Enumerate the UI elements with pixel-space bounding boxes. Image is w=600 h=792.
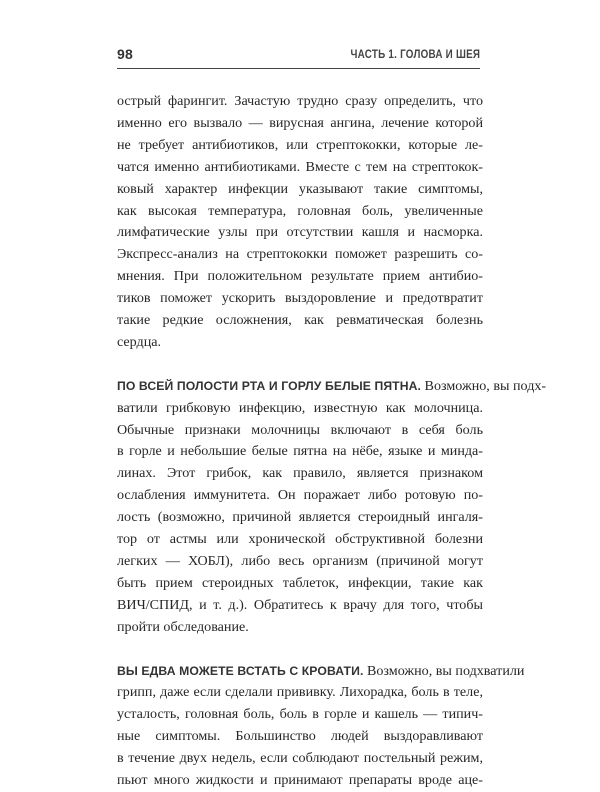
text-line: такие редкие осложнения, как ревматическая болезнь <box>117 312 483 329</box>
text-line: ные симптомы. Большинство людей выздоравливают <box>117 728 483 745</box>
text-line <box>117 661 525 683</box>
text-line: пьют много жидкости и принимают препараты вроде аце- <box>117 772 483 789</box>
paragraph-white-spots <box>117 376 547 639</box>
text-line: ВИЧ/СПИД, и т. д.). Обратитесь к врачу для того, чтобы <box>117 596 483 613</box>
text-line: в горле и небольшие белые пятна на нёбе, языке и минда- <box>117 443 483 460</box>
page-number: 98 <box>117 46 133 62</box>
text-line: чатся именно антибиотиками. Вместе с тем на стрептокок- <box>117 158 483 175</box>
text-line: легких — ХОБЛ), либо весь организм (причиной могут <box>117 553 483 570</box>
text-line: ковый характер инфекции указывают такие симптомы, <box>117 180 483 197</box>
body-text <box>117 91 547 792</box>
text-line: как высокая температура, головная боль, увеличенные <box>117 202 483 219</box>
text-line: усталость, головная боль, боль в горле и кашель — типич- <box>117 706 483 723</box>
header-rule <box>117 68 480 69</box>
lead-line-text: Возможно, вы подхватили <box>363 662 525 679</box>
paragraph-flu <box>117 661 525 792</box>
running-head: ЧАСТЬ 1. ГОЛОВА И ШЕЯ <box>350 47 480 61</box>
section-lead: ПО ВСЕЙ ПОЛОСТИ РТА И ГОРЛУ БЕЛЫЕ ПЯТНА. <box>117 378 422 393</box>
text-line: Обычные признаки молочницы включают в себя боль <box>117 421 483 438</box>
text-line <box>117 376 547 398</box>
text-line: Экспресс-анализ на стрептококки поможет разрешить со- <box>117 246 483 263</box>
text-line: мнения. При положительном результате прием антибио- <box>117 268 483 285</box>
page-header <box>117 46 480 68</box>
text-line: сердца. <box>117 333 162 350</box>
paragraph-strep-diagnosis <box>117 91 483 354</box>
text-line: именно его вызвало — вирусная ангина, лечение которой <box>117 114 483 131</box>
text-line: тиков поможет ускорить выздоровление и предотвратит <box>117 290 483 307</box>
text-line: ослабления иммунитета. Он поражает либо ротовую по- <box>117 487 483 504</box>
text-line: пройти обследование. <box>117 618 249 635</box>
text-line: быть прием стероидных таблеток, инфекции, такие как <box>117 574 483 591</box>
section-lead: ВЫ ЕДВА МОЖЕТЕ ВСТАТЬ С КРОВАТИ. <box>117 663 364 678</box>
text-line: в течение двух недель, если соблюдают постельный режим, <box>117 750 483 767</box>
text-line: линах. Этот грибок, как правило, является признаком <box>117 465 483 482</box>
text-line: тор от астмы или хронической обструктивной болезни <box>117 531 483 548</box>
text-line: ватили грибковую инфекцию, известную как молочница. <box>117 399 483 416</box>
text-line: лость (возможно, причиной является стероидный ингаля- <box>117 509 483 526</box>
text-line: не требует антибиотиков, или стрептококки, которые ле- <box>117 136 483 153</box>
text-line: грипп, даже если сделали прививку. Лихорадка, боль в теле, <box>117 684 483 701</box>
lead-line-text: Возможно, вы подх- <box>421 377 547 394</box>
text-line: острый фарингит. Зачастую трудно сразу определить, что <box>117 93 483 109</box>
text-line: лимфатические узлы при отсутствии кашля и насморка. <box>117 224 483 241</box>
